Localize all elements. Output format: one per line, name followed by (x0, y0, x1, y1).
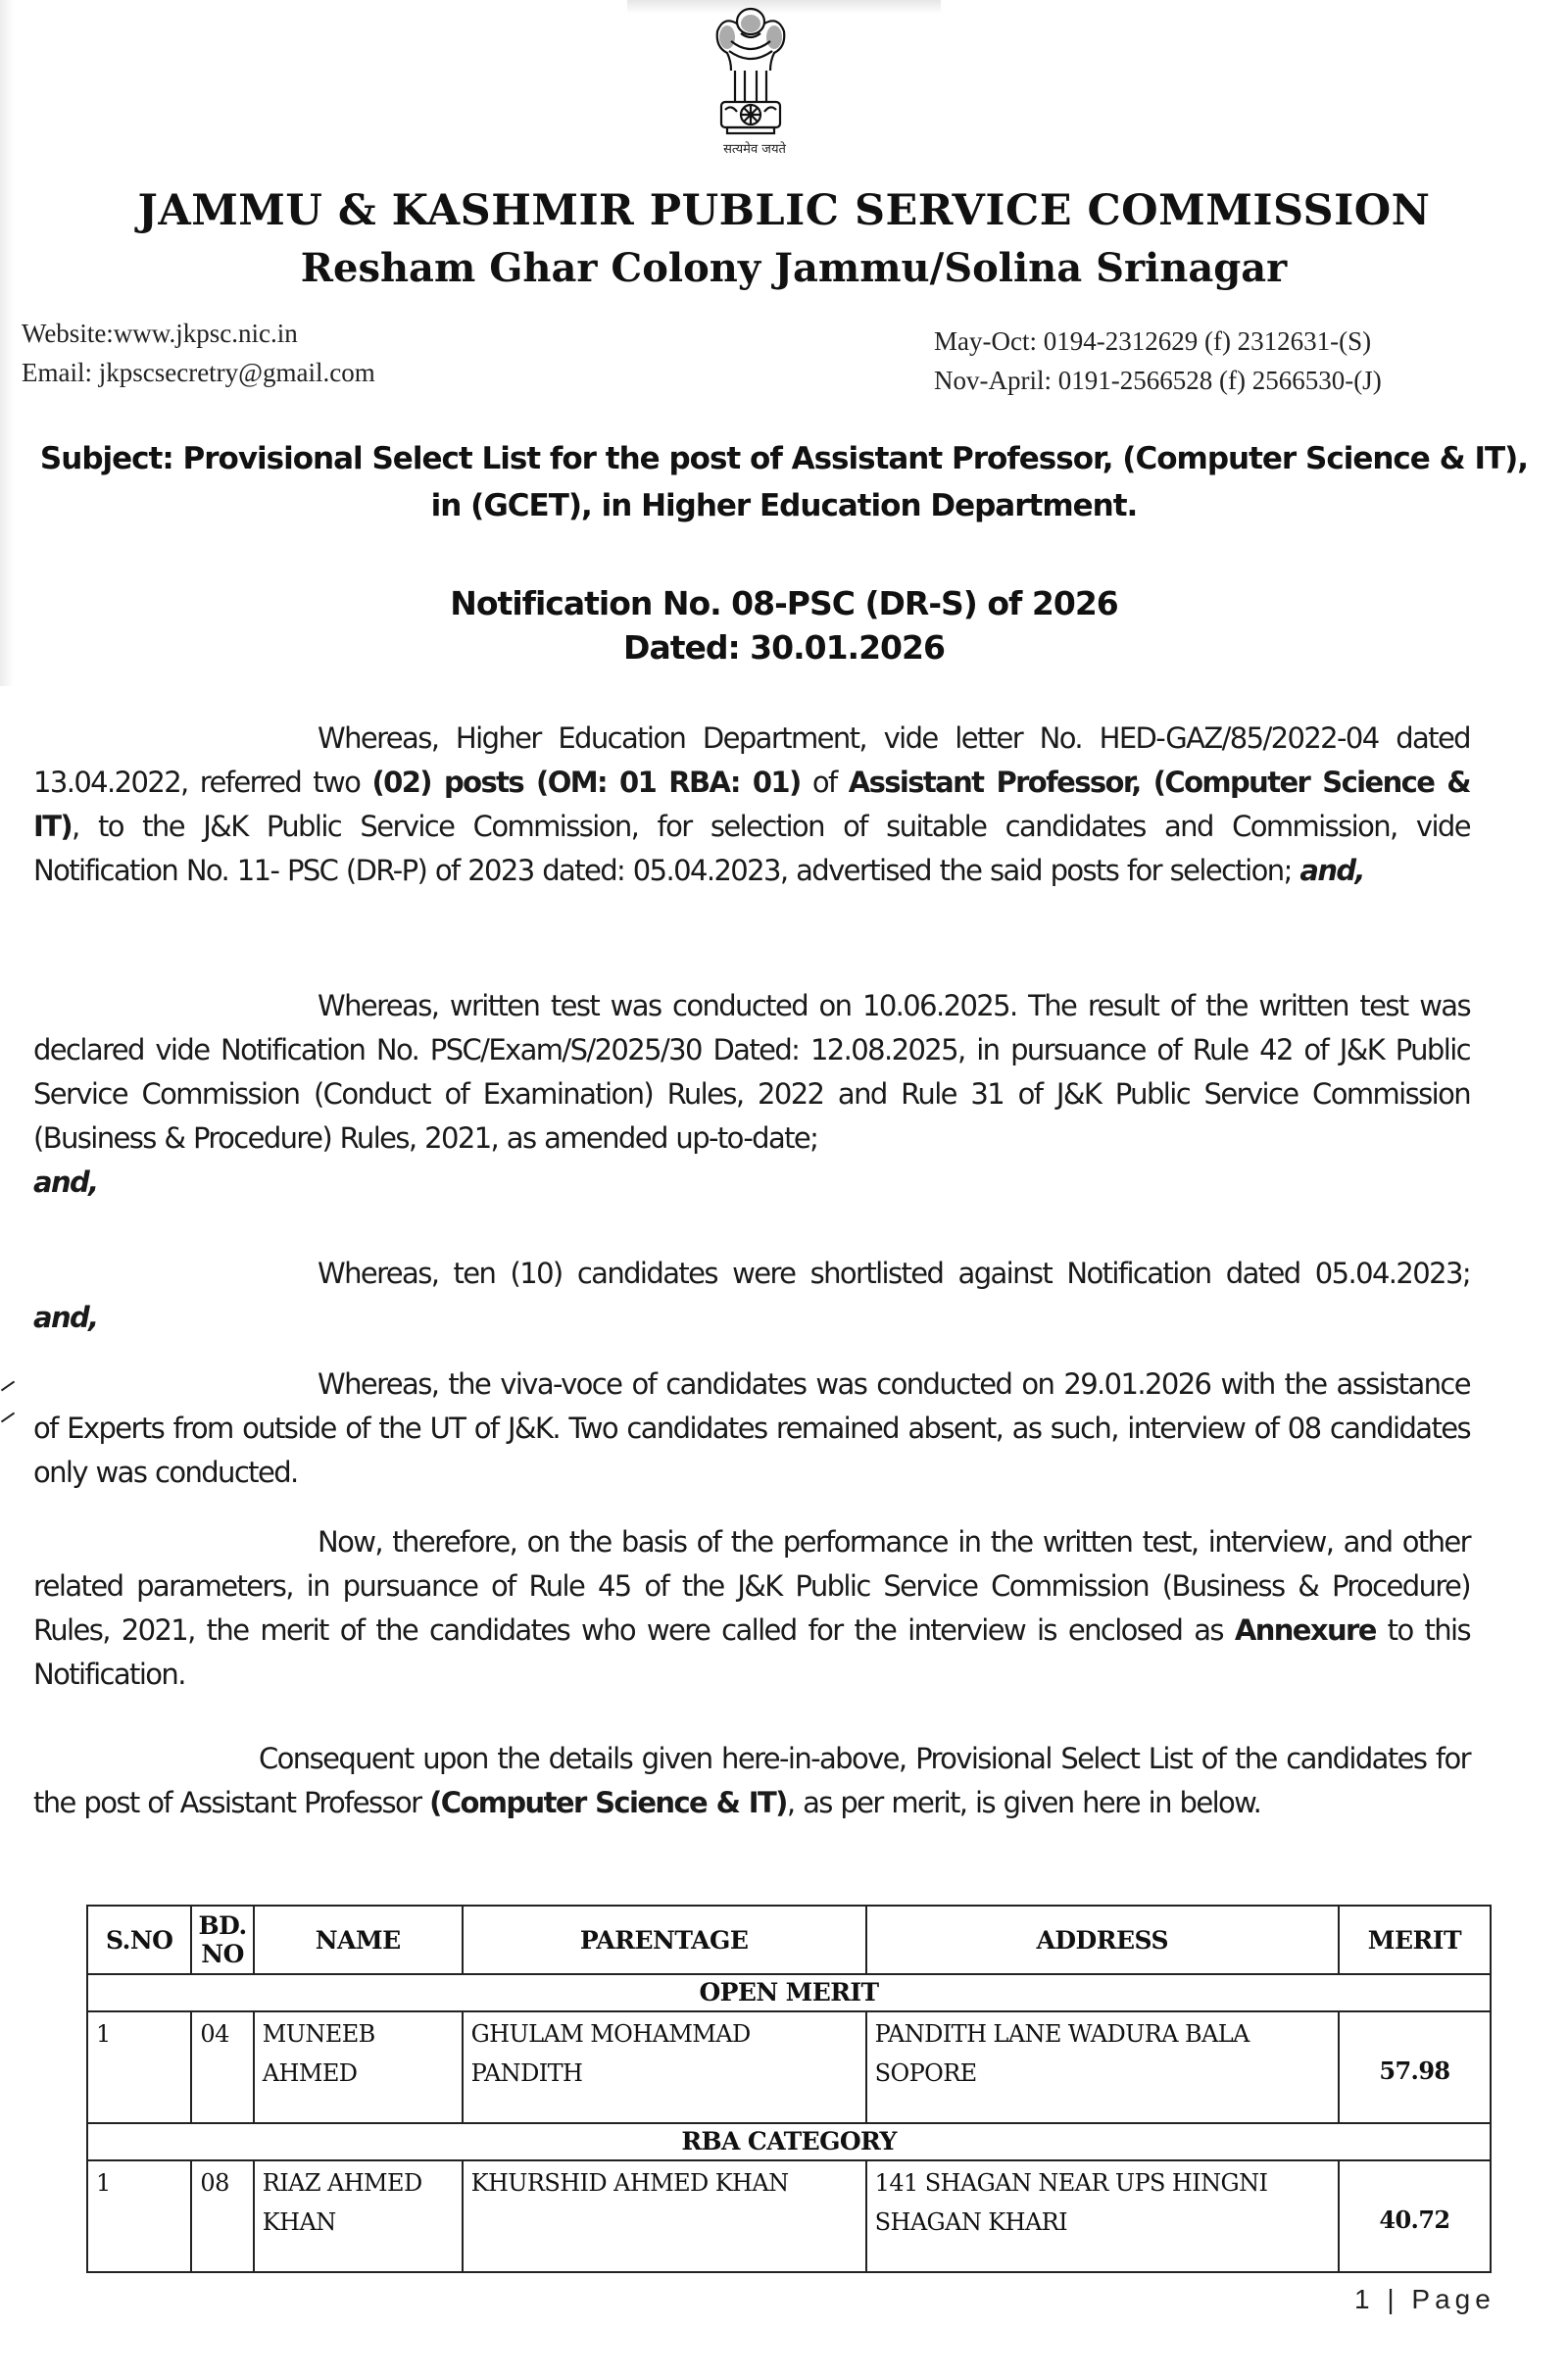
cell-merit: 57.98 (1339, 2011, 1491, 2123)
page-number: 1 | Page (1354, 2284, 1495, 2314)
paragraph-select-list (33, 1737, 1470, 1825)
organization-address: Resham Ghar Colony Jammu/Solina Srinagar (300, 245, 1288, 291)
contact-web-email (22, 314, 375, 392)
header-name: NAME (254, 1906, 463, 1974)
margin-mark (1, 1413, 15, 1423)
category-row (87, 2123, 1491, 2160)
header-merit: MERIT (1339, 1906, 1491, 1974)
cell-bd-no: 04 (191, 2011, 253, 2123)
para-text: Whereas, Higher Education Department, vide letter No. HED-GAZ/85/2022-04 dated 13.04.2022, referred two (33, 721, 1470, 799)
notification-date: Dated: 30.01.2026 (623, 628, 945, 667)
table-row (87, 2160, 1491, 2272)
cell-sno: 1 (87, 2160, 191, 2272)
para-bold-post-name: Assistant Professor, (Computer Science & IT) (33, 766, 1470, 843)
para-text: to this Notification. (33, 1613, 1471, 1691)
category-rba: RBA CATEGORY (87, 2123, 1491, 2160)
cell-parentage: KHURSHID AHMED KHAN (463, 2160, 866, 2272)
select-list-table (86, 1905, 1492, 2273)
paragraph-referral (33, 717, 1470, 893)
cell-parentage: GHULAM MOHAMMAD PANDITH (463, 2011, 866, 2123)
cell-merit: 40.72 (1339, 2160, 1491, 2272)
header-bd-no: BD. NO (191, 1906, 253, 1974)
paragraph-merit-basis (33, 1520, 1470, 1697)
organization-title: JAMMU & KASHMIR PUBLIC SERVICE COMMISSION (137, 186, 1431, 235)
para-text: Consequent upon the details given here-in-above, Provisional Select List of the candidates for the post of Assistant Professor (33, 1742, 1470, 1819)
paragraph-written-test (33, 984, 1470, 1205)
subject-line: Subject: Provisional Select List for the post of Assistant Professor, (Computer Science & IT), in (GCET), in Higher Education Department. (39, 441, 1529, 523)
category-row (87, 1974, 1491, 2011)
table-header-row (87, 1906, 1491, 1974)
emblem-motto: सत्यमेव जयते (723, 142, 786, 157)
para-text: of (800, 766, 849, 799)
para-text: Whereas, written test was conducted on 10.06.2025. The result of the written test was declared vide Notification No. PSC/Exam/S/2025/30 Dated: 12.08.2025, in pursuance of Rule 42 of J&K Public Service Commission (Conduct of Examination) Rules, 2022 and Rule 31 of J&K Public Service Commission (Business & Procedure) Rules, 2021, as amended up-to-date; (33, 989, 1470, 1155)
contact-phones (934, 322, 1382, 400)
paragraph-viva-voce (33, 1363, 1470, 1495)
phone-summer: May-Oct: 0194-2312629 (f) 2312631-(S) (934, 326, 1372, 356)
cell-bd-no: 08 (191, 2160, 253, 2272)
cell-name: RIAZ AHMED KHAN (254, 2160, 463, 2272)
para-and: and, (33, 1301, 98, 1334)
header-parentage: PARENTAGE (463, 1906, 866, 1974)
cell-sno: 1 (87, 2011, 191, 2123)
para-and: and, (33, 1165, 98, 1199)
cell-address: 141 SHAGAN NEAR UPS HINGNI SHAGAN KHARI (866, 2160, 1339, 2272)
header-address: ADDRESS (866, 1906, 1339, 1974)
cell-address: PANDITH LANE WADURA BALA SOPORE (866, 2011, 1339, 2123)
para-text: , as per merit, is given here in below. (786, 1786, 1261, 1819)
paragraph-shortlist (33, 1252, 1470, 1340)
para-text: Whereas, the viva-voce of candidates was conducted on 29.01.2026 with the assistance of Experts from outside of the UT of J&K. Two candidates remained absent, as such, interview of 08 candidates only was conducted. (33, 1367, 1470, 1489)
website-link[interactable]: Website:www.jkpsc.nic.in (22, 319, 298, 348)
state-emblem-icon (702, 2, 800, 159)
para-and: and, (1299, 854, 1364, 887)
scan-shadow (0, 0, 14, 686)
cell-name: MUNEEB AHMED (254, 2011, 463, 2123)
category-open-merit: OPEN MERIT (87, 1974, 1491, 2011)
para-text: Whereas, ten (10) candidates were shortlisted against Notification dated 05.04.2023; (318, 1257, 1470, 1290)
para-bold-annexure: Annexure (1234, 1613, 1376, 1647)
header-sno: S.NO (87, 1906, 191, 1974)
para-bold-post-name: (Computer Science & IT) (429, 1786, 787, 1819)
para-bold-posts: (02) posts (OM: 01 RBA: 01) (371, 766, 801, 799)
para-text: , to the J&K Public Service Commission, for selection of suitable candidates and Commission, vide Notification No. 11- PSC (DR-P) of 2023 dated: 05.04.2023, advertised the said posts for selection; (33, 810, 1470, 887)
email-link[interactable]: Email: jkpscsecretry@gmail.com (22, 358, 375, 387)
notification-number: Notification No. 08-PSC (DR-S) of 2026 (450, 584, 1118, 622)
table-row (87, 2011, 1491, 2123)
para-text: Now, therefore, on the basis of the performance in the written test, interview, and other related parameters, in pursuance of Rule 45 of the J&K Public Service Commission (Business & Procedure) Rules, 2021, the merit of the candidates who were called for the interview is enclosed as (33, 1525, 1470, 1647)
margin-mark (1, 1381, 15, 1392)
phone-winter: Nov-April: 0191-2566528 (f) 2566530-(J) (934, 366, 1382, 395)
